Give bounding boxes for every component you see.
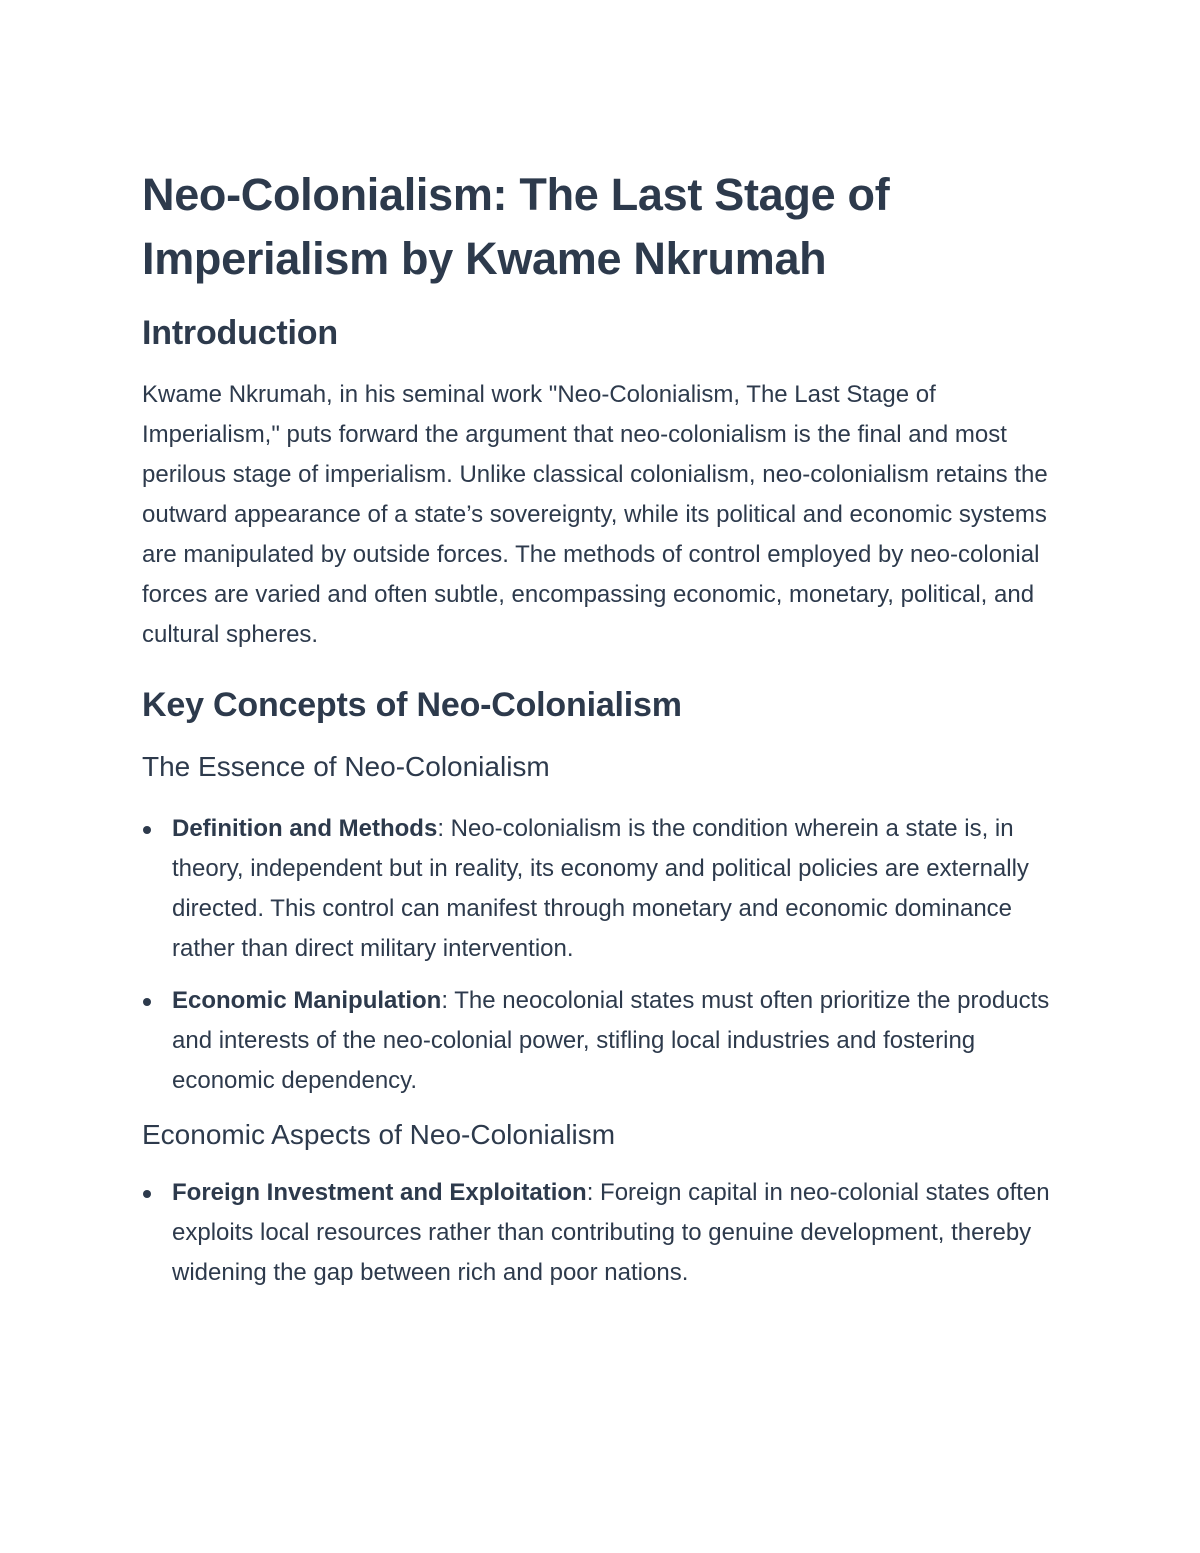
key-concepts-heading: Key Concepts of Neo-Colonialism: [142, 686, 682, 724]
document-page: [142, 163, 1062, 1293]
introduction-paragraph: Kwame Nkrumah, in his seminal work "Neo-Colonialism, The Last Stage of Imperialism," puts forward the argument that neo-colonialism is the final and most perilous stage of imperialism. Unlike classical colonialism, neo-colonialism retains the outward appearance of a state’s sovereignty, while its political and economic systems are manipulated by outside forces. The methods of control employed by neo-colonial forces are varied and often subtle, encompassing economic, monetary, political, and cultural spheres.: [142, 381, 1048, 648]
list-item-text: : Neo-colonialism is the condition wherein a state is, in theory, independent but in reality, its economy and political policies are externally directed. This control can manifest through monetary and economic dominance rather than direct military intervention.: [172, 815, 1029, 962]
bullet-icon: [143, 1190, 151, 1198]
list-item: [142, 1173, 1062, 1293]
economic-aspects-subheading: Economic Aspects of Neo-Colonialism: [142, 1119, 616, 1150]
document-title: Neo-Colonialism: The Last Stage of Imperialism by Kwame Nkrumah: [142, 169, 890, 284]
list-item: [142, 809, 1062, 969]
list-item-term: Definition and Methods: [172, 815, 438, 842]
list-item-term: Economic Manipulation: [172, 987, 442, 1014]
introduction-heading: Introduction: [142, 314, 338, 352]
list-item-term: Foreign Investment and Exploitation: [172, 1179, 587, 1206]
bullet-icon: [143, 826, 151, 834]
list-item-text: : Foreign capital in neo-colonial states often exploits local resources rather than contributing to genuine development, thereby widening the gap between rich and poor nations.: [172, 1179, 1050, 1286]
essence-bullet-list: [142, 809, 1062, 1101]
economic-bullet-list: [142, 1173, 1062, 1293]
essence-subheading: The Essence of Neo-Colonialism: [142, 751, 550, 782]
list-item-text: : The neocolonial states must often prioritize the products and interests of the neo-colonial power, stifling local industries and fostering economic dependency.: [172, 987, 1050, 1094]
bullet-icon: [143, 998, 151, 1006]
list-item: [142, 981, 1062, 1101]
